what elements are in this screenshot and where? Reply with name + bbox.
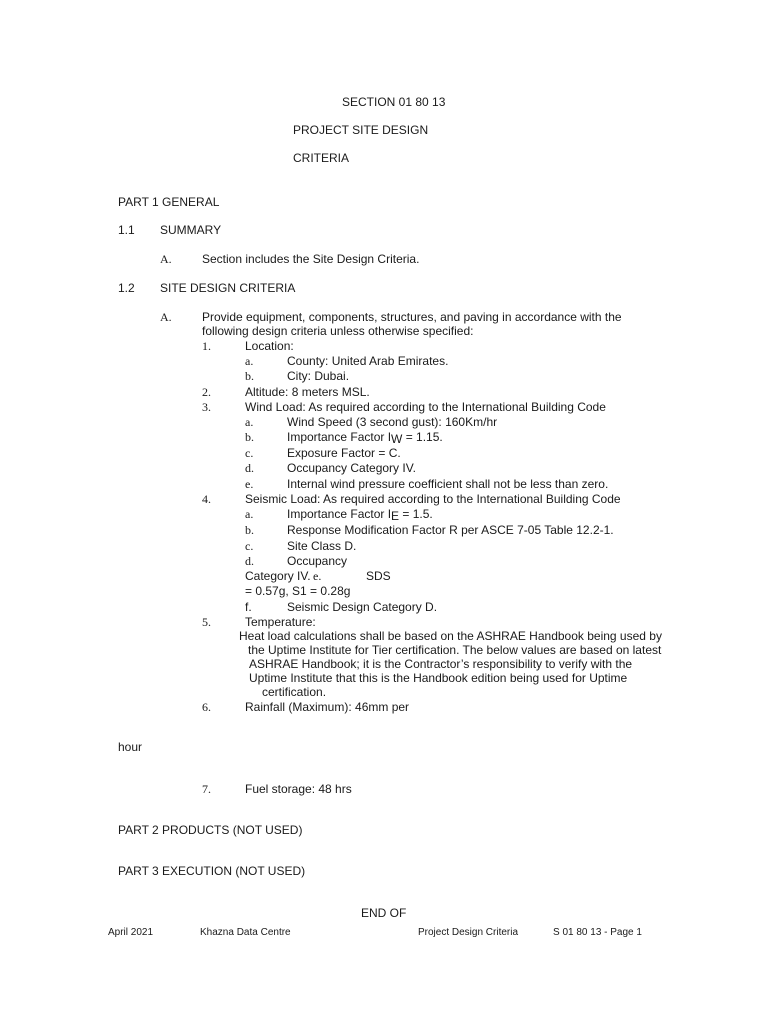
item4-e-sds: SDS [366, 569, 391, 583]
item4-f-marker: f. [245, 600, 252, 614]
footer-page: S 01 80 13 - Page 1 [553, 927, 642, 938]
item3-a-marker: a. [245, 415, 254, 429]
item1-a-marker: a. [245, 354, 254, 368]
s11-a-marker: A. [160, 252, 172, 266]
s11-number: 1.1 [118, 223, 135, 237]
item5-text: Temperature: [245, 615, 316, 629]
item1-a-text: County: United Arab Emirates. [287, 354, 449, 368]
item3-e-marker: e. [245, 477, 254, 491]
item4-a-text: Importance Factor IE = 1.5. [287, 507, 433, 523]
item3-d-marker: d. [245, 461, 254, 475]
end-of-section: END OF [361, 906, 407, 920]
item2-text: Altitude: 8 meters MSL. [245, 385, 370, 399]
item6-text: Rainfall (Maximum): 46mm per [245, 700, 410, 714]
item3-a-text: Wind Speed (3 second gust): 160Km/hr [287, 415, 498, 429]
item3-b-text: Importance Factor IW = 1.15. [287, 430, 443, 446]
item7-text: Fuel storage: 48 hrs [245, 782, 352, 796]
item4-d-text: Occupancy [287, 554, 348, 568]
item4-number: 4. [202, 492, 211, 506]
part2-heading: PART 2 PRODUCTS (NOT USED) [118, 823, 303, 837]
item3-c-text: Exposure Factor = C. [287, 446, 401, 460]
item1-b-marker: b. [245, 369, 254, 383]
item4-a-marker: a. [245, 507, 254, 521]
item3-number: 3. [202, 400, 211, 414]
item4-b-marker: b. [245, 523, 254, 537]
item5-para-line5: certification. [262, 685, 327, 699]
item3-e-text: Internal wind pressure coefficient shall not be less than zero. [287, 477, 609, 491]
item5-para-line1: Heat load calculations shall be based on the ASHRAE Handbook being used by [239, 629, 662, 643]
s12-title: SITE DESIGN CRITERIA [160, 281, 296, 295]
s11-a-text: Section includes the Site Design Criteria. [202, 252, 420, 266]
item2-number: 2. [202, 385, 211, 399]
item6-number: 6. [202, 700, 211, 714]
item5-para-line2: the Uptime Institute for Tier certification. The below values are based on latest [248, 643, 662, 657]
item5-number: 5. [202, 615, 211, 629]
part1-heading: PART 1 GENERAL [118, 195, 220, 209]
item4-f-text: Seismic Design Category D. [287, 600, 438, 614]
section-number: SECTION 01 80 13 [342, 95, 446, 109]
item4-c-text: Site Class D. [287, 539, 357, 553]
item1-b-text: City: Dubai. [287, 369, 350, 383]
item4-e-values: = 0.57g, S1 = 0.28g [245, 584, 351, 598]
item4-b-text: Response Modification Factor R per ASCE 7-05 Table 12.2-1. [287, 523, 614, 537]
item1-text: Location: [245, 339, 294, 353]
item6-text-cont: hour [118, 740, 143, 754]
title-line-2: CRITERIA [293, 151, 350, 165]
s12-a-line2: following design criteria unless otherwise specified: [202, 324, 474, 338]
footer-date: April 2021 [108, 927, 154, 938]
item4-c-marker: c. [245, 539, 254, 553]
item3-c-marker: c. [245, 446, 254, 460]
s12-a-marker: A. [160, 310, 172, 324]
item5-para-line4: Uptime Institute that this is the Handbook edition being used for Uptime [249, 671, 628, 685]
item4-e-marker: e. [313, 569, 322, 583]
item3-b-marker: b. [245, 430, 254, 444]
s12-number: 1.2 [118, 281, 135, 295]
part3-heading: PART 3 EXECUTION (NOT USED) [118, 864, 306, 878]
item7-number: 7. [202, 782, 211, 796]
footer-doc-title: Project Design Criteria [418, 927, 519, 938]
footer-company: Khazna Data Centre [200, 927, 291, 938]
item4-text: Seismic Load: As required according to the International Building Code [245, 492, 621, 506]
item3-text: Wind Load: As required according to the International Building Code [245, 400, 606, 414]
title-line-1: PROJECT SITE DESIGN [293, 123, 429, 137]
item1-number: 1. [202, 339, 211, 353]
item3-d-text: Occupancy Category IV. [287, 461, 416, 475]
item4-d-text-cont: Category IV. [245, 569, 311, 583]
item4-d-marker: d. [245, 554, 254, 568]
s11-title: SUMMARY [160, 223, 222, 237]
item5-para-line3: ASHRAE Handbook; it is the Contractor’s responsibility to verify with the [249, 657, 633, 671]
s12-a-line1: Provide equipment, components, structures, and paving in accordance with the [202, 310, 622, 324]
